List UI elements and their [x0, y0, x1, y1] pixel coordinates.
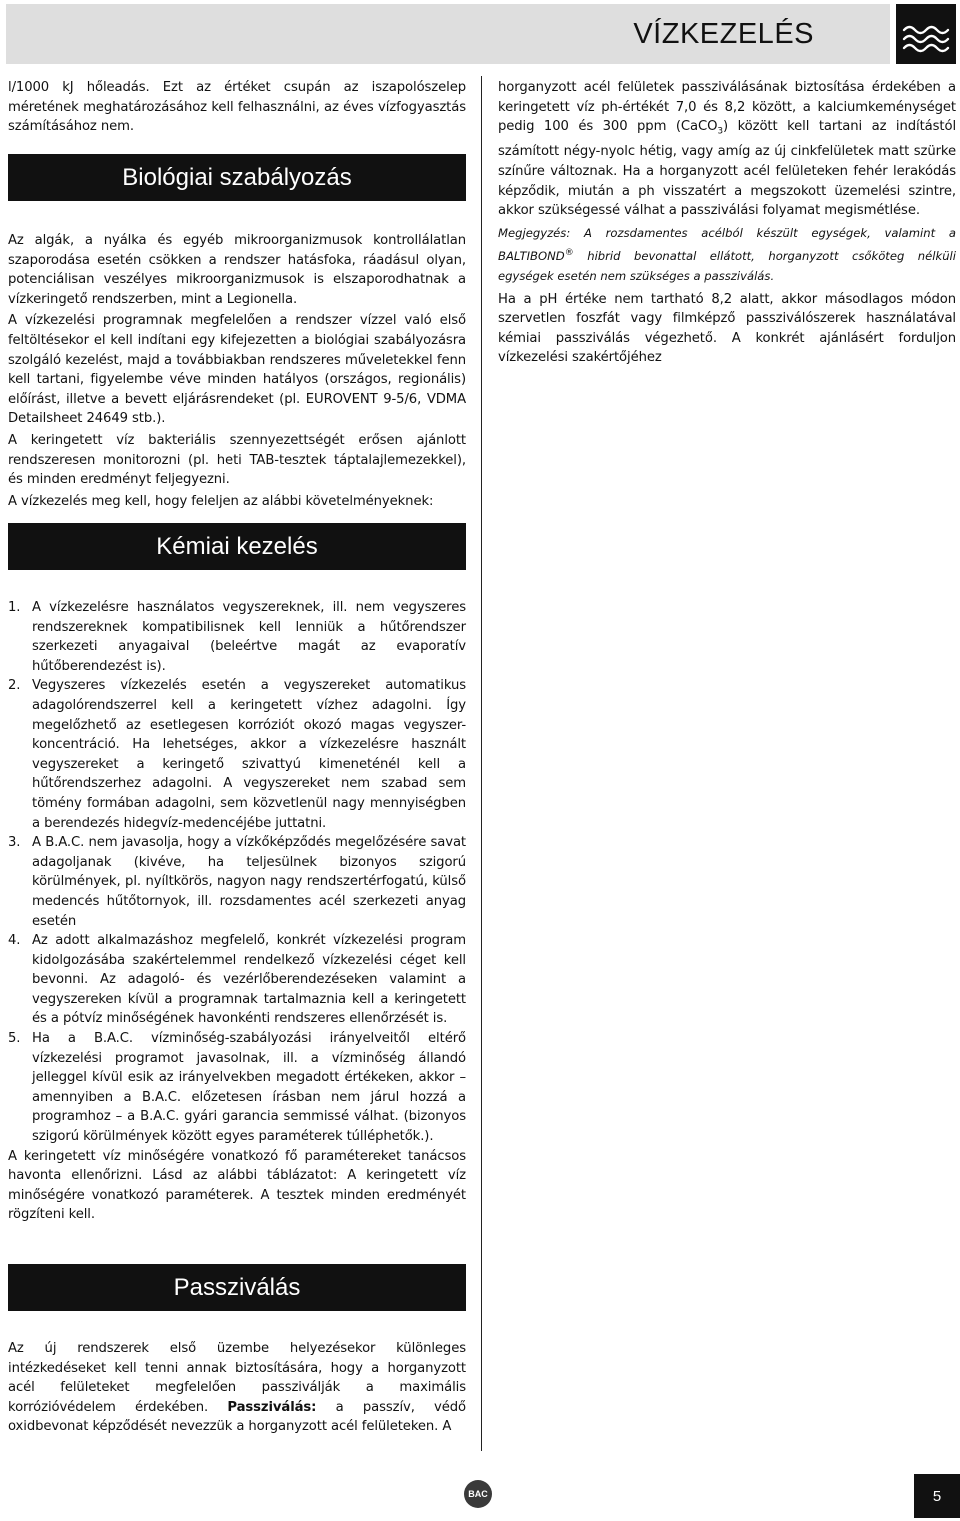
section-heading-biological: Biológiai szabályozás [8, 154, 466, 201]
bio-paragraph-1: Az algák, a nyálka és egyéb mikroorganizmusok kontrollálatlan szaporodása esetén csökken a rendszer hatásfoka, ráadásul olyan, potenciálisan veszélyes mikroorganizmusok is elszaporodhatnak a vízkeringető rendszerben, mint a Legionella. [8, 233, 466, 307]
biological-section-body [8, 231, 466, 513]
passivation-continued-paragraph: horganyzott acél felületek passziválásának biztosítása érdekében a keringetett víz ph-értékét 7,0 és 8,2 között, a kalciumkeménységet pedig 100 és 300 ppm (CaCO$_3$) között kell tartani az indítástól számított négy-nyolc hétig, vagy amíg az új cinkfelületek matt szürke színűre változnak. Ha a horganyzott acél felületeken fehér lerakódás képződik, miután a ph visszatért a megszokott üzemelési szintre, akkor szükségessé válhat a passziválási folyamat megismétlése. [498, 80, 957, 219]
passivation-section-body [8, 1339, 466, 1439]
section-heading-chemical: Kémiai kezelés [8, 523, 466, 570]
bac-logo: BAC [464, 1480, 492, 1508]
water-waves-icon [896, 4, 956, 64]
header-bar [6, 4, 890, 64]
bio-paragraph-4: A vízkezelés meg kell, hogy feleljen az alábbi követelményeknek: [8, 493, 434, 509]
list-item: 3. A B.A.C. nem javasolja, hogy a vízkőképződés megelőzésére savat adagoljanak (kivéve, ha teljesülnek bizonyos szigorú körülmények, pl. nyíltkörös, nagyon nagy rendszertérfogatú, külső medencés hűtőtornyok, ill. rozsdamentes acél szerkezeti anyag esetén [8, 835, 466, 929]
passivation-paragraph: Az új rendszerek első üzembe helyezésekor különleges intézkedéseket kell tenni annak biztosítására, hogy a horganyzott acél felületeket megfelelően passziválják a maximális korrózióvédelem érdekében. Passziválás: a passzív, védő oxidbevonat képződését nevezzük a horganyzott acél felületeken. A [8, 1341, 467, 1435]
intro-paragraph: l/1000 kJ hőleadás. Ezt az értéket csupán az iszapolószelep méretének meghatározásához kell felhasználni, az éves vízfogyasztás számításához nem. [8, 80, 466, 135]
list-item: 1. A vízkezelésre használatos vegyszereknek, ill. nem vegyszeres rendszereknek kompatibilisnek kell lenniük a hűtőrendszer szerkezeti anyagaival (beleértve magát az evaporatív hűtőberendezést is). [8, 600, 466, 674]
list-item: 2. Vegyszeres vízkezelés esetén a vegyszereket automatikus adagolórendszerrel kell a keringetett vízhez adagolni. Így megelőzhető az esetlegesen korróziót okozó magas vegyszer-koncentráció. Ha lehetséges, akkor a vízkezelésre használt vegyszereket a keringető szivattyú kimeneténél kell a hűtőrendszerhez adagolni. A vegyszereket nem szabad sem tömény formában adagolni, sem közvetlenül nagy mennyiségben a berendezés hidegvíz-medencéjébe juttatni. [8, 678, 466, 831]
requirements-list [8, 598, 466, 1225]
left-column-top [8, 78, 466, 139]
bio-paragraph-2: A vízkezelési programnak megfelelően a rendszer vízzel való első feltöltésekor el kell indítani egy kifejezetten a biológiai szabályozásra szolgáló kezelést, majd a továbbiakban rendszeres műveletekkel fenn kell tartani, figyelembe véve minden hatályos (országos, regionális) előírást, illetve a bevett eljárásrendeket (pl. EUROVENT 9-5/6, VDMA Detailsheet 24649 stb.). [8, 313, 466, 427]
passivation-term: Passziválás: [227, 1399, 317, 1415]
secondary-passivation-paragraph: Ha a pH értéke nem tartható 8,2 alatt, akkor másodlagos módon szervetlen foszfát vagy filmképző passziválószerek használatával kémiai passziválás végezhető. A konkrét ajánlásért forduljon vízkezelési szakértőjéhez [498, 291, 956, 366]
note-paragraph: Megjegyzés: A rozsdamentes acélból készült egységek, valamint a BALTIBOND® hibrid bevonattal ellátott, horganyzott csőköteg nélküli egységek esetén nem szükséges a passziválás. [498, 225, 957, 283]
page-number: 5 [914, 1474, 960, 1518]
right-column [498, 78, 956, 370]
list-item: 5. Ha a B.A.C. vízminőség-szabályozási irányelveitől eltérő vízkezelési programot javasolnak, ill. a vízminőség állandó jelleggel kívül esik az irányelvekben megadott értékeken, akkor – amennyiben a B.A.C. előzetesen írásban nem járul hozzá a programhoz – a B.A.C. gyári garancia semmissé válhat. (bizonyos szigorú körülmények között egyes paraméterek túlléphetők.). [8, 1031, 466, 1145]
section-heading-passivation: Passziválás [8, 1264, 466, 1311]
column-divider [481, 76, 482, 1451]
chemical-closing-paragraph: A keringetett víz minőségére vonatkozó fő paramétereket tanácsos havonta ellenőrizni. Lásd az alábbi táblázatot: A keringetett víz minőségére vonatkozó paraméterek. A tesztek minden eredményét rögzíteni kell. [8, 1148, 466, 1223]
list-item: 4. Az adott alkalmazáshoz megfelelő, konkrét vízkezelési program kidolgozásába szakértelemmel rendelkező vízkezelési céget kell bevonni. Az adagoló- és vezérlőberendezéseken valamint a vegyszereken kívül a programnak tartalmaznia kell a keringetett és a pótvíz minőségének havonkénti rendszeres ellenőrzését is. [8, 933, 466, 1027]
bio-paragraph-3: A keringetett víz bakteriális szennyezettségét erősen ajánlott rendszeresen monitorozni (pl. heti TAB-tesztek táptalajlemezekkel), és minden eredményt feljegyezni. [8, 432, 466, 488]
page-section-title: VÍZKEZELÉS [633, 18, 814, 50]
